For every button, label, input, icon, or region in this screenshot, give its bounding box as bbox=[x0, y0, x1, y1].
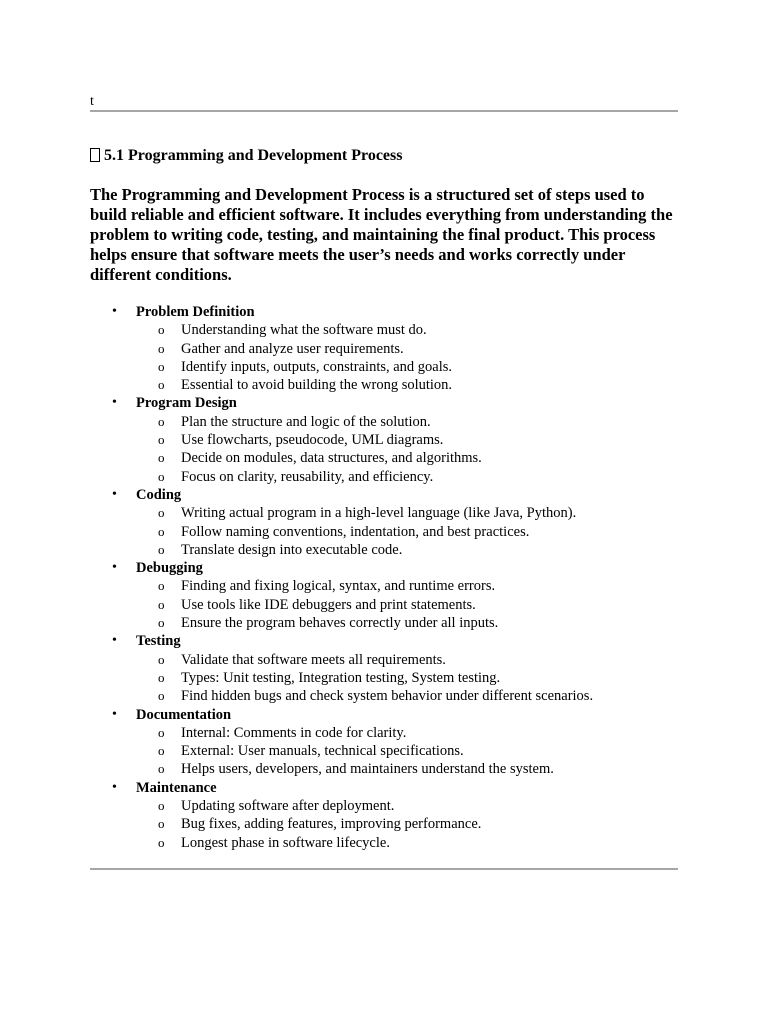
sub-bullet-icon: o bbox=[158, 322, 165, 338]
bottom-divider bbox=[90, 868, 678, 870]
section-heading-text: 5.1 Programming and Development Process bbox=[104, 147, 403, 164]
bullet-icon: • bbox=[112, 633, 117, 649]
sub-bullet-icon: o bbox=[158, 450, 165, 466]
step-point bbox=[136, 596, 690, 614]
sub-bullet-icon: o bbox=[158, 541, 165, 557]
sub-bullet-icon: o bbox=[158, 743, 165, 759]
sub-bullet-icon: o bbox=[158, 578, 165, 594]
sub-bullet-icon: o bbox=[158, 669, 165, 685]
sub-bullet-icon: o bbox=[158, 432, 165, 448]
step-point-text: Focus on clarity, reusability, and efficiency. bbox=[181, 468, 434, 485]
step-point bbox=[136, 797, 690, 815]
bullet-icon: • bbox=[112, 304, 117, 319]
bullet-icon: • bbox=[112, 486, 117, 502]
step-point bbox=[136, 449, 690, 467]
bullet-icon: • bbox=[112, 395, 117, 411]
top-divider bbox=[90, 110, 678, 112]
step-point bbox=[136, 340, 690, 358]
step-point-text: Use tools like IDE debuggers and print statements. bbox=[181, 596, 476, 613]
step-point-text: Ensure the program behaves correctly under all inputs. bbox=[181, 615, 499, 632]
sub-bullet-icon: o bbox=[158, 468, 165, 484]
step-point-text: Essential to avoid building the wrong solution. bbox=[181, 377, 453, 394]
step-point bbox=[136, 687, 690, 705]
step-point bbox=[136, 523, 690, 541]
sub-bullet-icon: o bbox=[158, 505, 165, 521]
step-point-text: External: User manuals, technical specifications. bbox=[181, 743, 464, 760]
step-points bbox=[136, 577, 690, 632]
sub-bullet-icon: o bbox=[158, 816, 165, 832]
step-point bbox=[136, 541, 690, 559]
step-point-text: Use flowcharts, pseudocode, UML diagrams. bbox=[181, 432, 444, 449]
sub-bullet-icon: o bbox=[158, 358, 165, 374]
step-title: Program Design bbox=[136, 395, 237, 412]
step-title: Coding bbox=[136, 486, 182, 503]
step-point bbox=[136, 431, 690, 449]
step-item bbox=[90, 303, 690, 394]
step-points bbox=[136, 724, 690, 779]
step-point-text: Bug fixes, adding features, improving performance. bbox=[181, 816, 482, 833]
sub-bullet-icon: o bbox=[158, 615, 165, 631]
step-point bbox=[136, 815, 690, 833]
sub-bullet-icon: o bbox=[158, 413, 165, 429]
step-title: Problem Definition bbox=[136, 304, 255, 320]
step-point-text: Updating software after deployment. bbox=[181, 798, 395, 815]
sub-bullet-icon: o bbox=[158, 688, 165, 704]
step-point-text: Gather and analyze user requirements. bbox=[181, 340, 404, 357]
step-point bbox=[136, 669, 690, 687]
step-point-text: Longest phase in software lifecycle. bbox=[181, 834, 390, 851]
step-points bbox=[136, 504, 690, 559]
step-point-text: Finding and fixing logical, syntax, and runtime errors. bbox=[181, 578, 496, 595]
step-item bbox=[90, 632, 690, 705]
step-point bbox=[136, 376, 690, 394]
step-item bbox=[90, 486, 690, 559]
step-points bbox=[136, 651, 690, 706]
step-item bbox=[90, 394, 690, 485]
step-point-text: Identify inputs, outputs, constraints, and goals. bbox=[181, 358, 453, 375]
sub-bullet-icon: o bbox=[158, 523, 165, 539]
step-point-text: Find hidden bugs and check system behavior under different scenarios. bbox=[181, 688, 594, 705]
step-point bbox=[136, 468, 690, 486]
step-point-text: Understanding what the software must do. bbox=[181, 322, 427, 339]
step-point bbox=[136, 614, 690, 632]
step-point-text: Translate design into executable code. bbox=[181, 541, 403, 558]
sub-bullet-icon: o bbox=[158, 651, 165, 667]
step-item bbox=[90, 706, 690, 779]
step-point-text: Validate that software meets all requirements. bbox=[181, 651, 446, 668]
header-mark: t bbox=[90, 94, 94, 109]
intro-paragraph: The Programming and Development Process is a structured set of steps used to build reliable and efficient software. It includes everything from understanding the problem to writing code, testing, and maintaining the final product. This process helps ensure that software meets the user’s needs and works correctly under different conditions. bbox=[90, 185, 673, 284]
step-point bbox=[136, 577, 690, 595]
step-point-text: Types: Unit testing, Integration testing, System testing. bbox=[181, 669, 501, 686]
step-point-text: Plan the structure and logic of the solution. bbox=[181, 413, 431, 430]
step-point bbox=[136, 724, 690, 742]
sub-bullet-icon: o bbox=[158, 596, 165, 612]
step-point-text: Helps users, developers, and maintainers understand the system. bbox=[181, 761, 554, 778]
bullet-icon: • bbox=[112, 779, 117, 795]
bullet-icon: • bbox=[112, 560, 117, 576]
step-point bbox=[136, 413, 690, 431]
steps-list bbox=[90, 303, 690, 852]
sub-bullet-icon: o bbox=[158, 834, 165, 850]
step-point-text: Writing actual program in a high-level language (like Java, Python). bbox=[181, 505, 577, 522]
sub-bullet-icon: o bbox=[158, 798, 165, 814]
step-point bbox=[136, 358, 690, 376]
step-point-text: Decide on modules, data structures, and algorithms. bbox=[181, 450, 482, 467]
step-point bbox=[136, 651, 690, 669]
step-point-text: Follow naming conventions, indentation, and best practices. bbox=[181, 523, 530, 540]
step-points bbox=[136, 413, 690, 486]
step-point bbox=[136, 834, 690, 852]
step-point-text: Internal: Comments in code for clarity. bbox=[181, 724, 407, 741]
step-point bbox=[136, 760, 690, 778]
step-point bbox=[136, 321, 690, 339]
missing-glyph-icon bbox=[90, 148, 100, 162]
step-point bbox=[136, 504, 690, 522]
sub-bullet-icon: o bbox=[158, 340, 165, 356]
sub-bullet-icon: o bbox=[158, 377, 165, 393]
step-title: Debugging bbox=[136, 560, 203, 577]
step-title: Testing bbox=[136, 633, 181, 650]
step-points bbox=[136, 797, 690, 852]
step-title: Documentation bbox=[136, 706, 232, 723]
step-item bbox=[90, 559, 690, 632]
bullet-icon: • bbox=[112, 706, 117, 722]
step-points bbox=[136, 321, 690, 394]
section-heading bbox=[90, 146, 402, 166]
sub-bullet-icon: o bbox=[158, 761, 165, 777]
step-point bbox=[136, 742, 690, 760]
step-title: Maintenance bbox=[136, 779, 217, 796]
sub-bullet-icon: o bbox=[158, 724, 165, 740]
step-item bbox=[90, 779, 690, 852]
